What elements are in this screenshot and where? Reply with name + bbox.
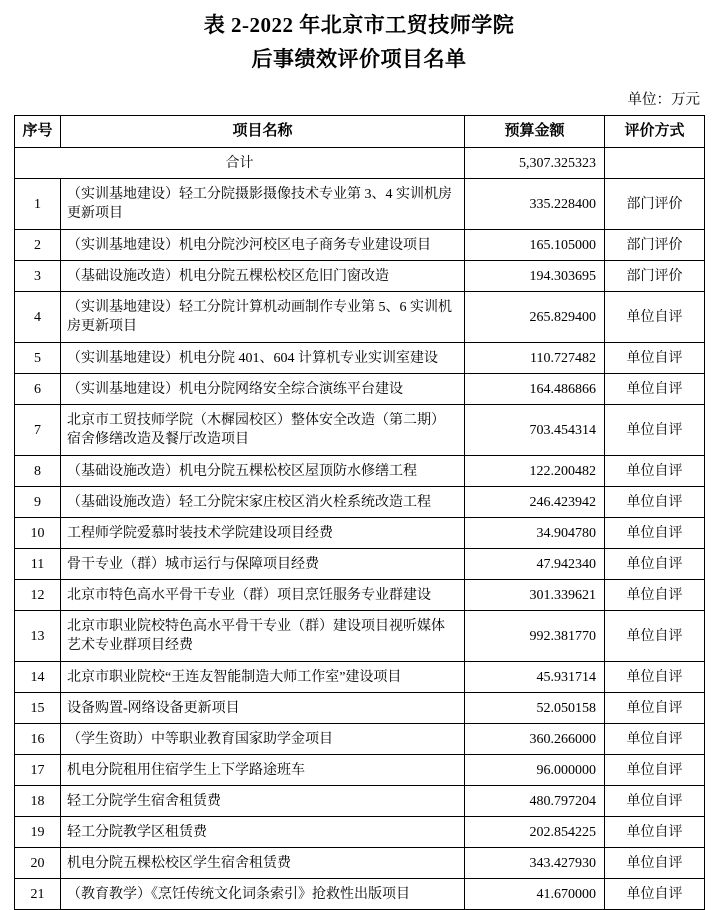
cell-evaluation-method: 单位自评 xyxy=(605,611,705,662)
cell-project-name: 轻工分院学生宿舍租赁费 xyxy=(61,786,465,817)
table-row xyxy=(15,487,705,518)
table-row xyxy=(15,755,705,786)
cell-evaluation-method: 单位自评 xyxy=(605,662,705,693)
cell-seq: 4 xyxy=(15,292,61,343)
title-line-1: 表 2-2022 年北京市工贸技师学院 xyxy=(203,13,515,37)
cell-budget-amount: 52.050158 xyxy=(465,693,605,724)
cell-seq: 15 xyxy=(15,693,61,724)
cell-evaluation-method: 单位自评 xyxy=(605,292,705,343)
cell-evaluation-method: 单位自评 xyxy=(605,848,705,879)
cell-evaluation-method: 单位自评 xyxy=(605,879,705,910)
table-row xyxy=(15,693,705,724)
cell-seq: 11 xyxy=(15,549,61,580)
cell-project-name: 工程师学院爱慕时装技术学院建设项目经费 xyxy=(61,518,465,549)
cell-seq: 7 xyxy=(15,405,61,456)
table-row xyxy=(15,580,705,611)
cell-budget-amount: 703.454314 xyxy=(465,405,605,456)
cell-seq: 2 xyxy=(15,230,61,261)
unit-note: 单位：万元 xyxy=(627,92,700,108)
cell-project-name: 设备购置-网络设备更新项目 xyxy=(61,693,465,724)
cell-seq: 6 xyxy=(15,374,61,405)
document-title xyxy=(14,0,704,76)
cell-project-name: 骨干专业（群）城市运行与保障项目经费 xyxy=(61,549,465,580)
table-header-row xyxy=(15,116,705,148)
cell-budget-amount: 480.797204 xyxy=(465,786,605,817)
cell-evaluation-method: 部门评价 xyxy=(605,230,705,261)
table-row xyxy=(15,405,705,456)
cell-evaluation-method: 单位自评 xyxy=(605,755,705,786)
table-row xyxy=(15,230,705,261)
cell-evaluation-method: 单位自评 xyxy=(605,487,705,518)
table-row xyxy=(15,179,705,230)
cell-budget-amount: 194.303695 xyxy=(465,261,605,292)
total-label: 合计 xyxy=(15,148,465,179)
cell-seq: 21 xyxy=(15,879,61,910)
table-row xyxy=(15,879,705,910)
total-amount: 5,307.325323 xyxy=(465,148,605,179)
cell-seq: 5 xyxy=(15,343,61,374)
cell-budget-amount: 122.200482 xyxy=(465,456,605,487)
cell-budget-amount: 992.381770 xyxy=(465,611,605,662)
cell-seq: 19 xyxy=(15,817,61,848)
cell-seq: 1 xyxy=(15,179,61,230)
cell-seq: 20 xyxy=(15,848,61,879)
cell-evaluation-method: 单位自评 xyxy=(605,549,705,580)
column-header-seq: 序号 xyxy=(15,116,61,148)
cell-budget-amount: 360.266000 xyxy=(465,724,605,755)
table-row xyxy=(15,786,705,817)
title-line-2: 后事绩效评价项目名单 xyxy=(251,47,467,71)
cell-project-name: 北京市工贸技师学院（木樨园校区）整体安全改造（第二期）宿舍修缮改造及餐厅改造项目 xyxy=(61,405,465,456)
cell-seq: 10 xyxy=(15,518,61,549)
cell-evaluation-method: 单位自评 xyxy=(605,693,705,724)
cell-project-name: （教育教学）《烹饪传统文化词条索引》抢救性出版项目 xyxy=(61,879,465,910)
cell-project-name: （基础设施改造）轻工分院宋家庄校区消火栓系统改造工程 xyxy=(61,487,465,518)
cell-budget-amount: 164.486866 xyxy=(465,374,605,405)
table-row xyxy=(15,518,705,549)
cell-seq: 17 xyxy=(15,755,61,786)
table-row xyxy=(15,261,705,292)
cell-evaluation-method: 部门评价 xyxy=(605,261,705,292)
cell-project-name: （实训基地建设）机电分院沙河校区电子商务专业建设项目 xyxy=(61,230,465,261)
cell-seq: 9 xyxy=(15,487,61,518)
table-row xyxy=(15,292,705,343)
table-row xyxy=(15,343,705,374)
cell-evaluation-method: 单位自评 xyxy=(605,580,705,611)
table-row xyxy=(15,817,705,848)
cell-project-name: 机电分院五棵松校区学生宿舍租赁费 xyxy=(61,848,465,879)
cell-budget-amount: 343.427930 xyxy=(465,848,605,879)
cell-evaluation-method: 单位自评 xyxy=(605,786,705,817)
cell-evaluation-method: 单位自评 xyxy=(605,724,705,755)
cell-evaluation-method: 单位自评 xyxy=(605,518,705,549)
cell-budget-amount: 301.339621 xyxy=(465,580,605,611)
cell-evaluation-method: 单位自评 xyxy=(605,405,705,456)
cell-budget-amount: 202.854225 xyxy=(465,817,605,848)
table-row xyxy=(15,549,705,580)
table-body xyxy=(15,148,705,910)
cell-seq: 18 xyxy=(15,786,61,817)
cell-seq: 14 xyxy=(15,662,61,693)
cell-seq: 12 xyxy=(15,580,61,611)
cell-project-name: 轻工分院教学区租赁费 xyxy=(61,817,465,848)
cell-budget-amount: 165.105000 xyxy=(465,230,605,261)
column-header-amount: 预算金额 xyxy=(465,116,605,148)
cell-seq: 3 xyxy=(15,261,61,292)
cell-project-name: （基础设施改造）机电分院五棵松校区危旧门窗改造 xyxy=(61,261,465,292)
cell-seq: 13 xyxy=(15,611,61,662)
cell-budget-amount: 110.727482 xyxy=(465,343,605,374)
cell-budget-amount: 34.904780 xyxy=(465,518,605,549)
cell-budget-amount: 246.423942 xyxy=(465,487,605,518)
table-row xyxy=(15,662,705,693)
cell-budget-amount: 47.942340 xyxy=(465,549,605,580)
cell-budget-amount: 335.228400 xyxy=(465,179,605,230)
cell-project-name: （基础设施改造）机电分院五棵松校区屋顶防水修缮工程 xyxy=(61,456,465,487)
cell-budget-amount: 265.829400 xyxy=(465,292,605,343)
cell-project-name: （实训基地建设）轻工分院计算机动画制作专业第 5、6 实训机房更新项目 xyxy=(61,292,465,343)
cell-seq: 8 xyxy=(15,456,61,487)
table-row xyxy=(15,848,705,879)
cell-seq: 16 xyxy=(15,724,61,755)
column-header-method: 评价方式 xyxy=(605,116,705,148)
table-row-total xyxy=(15,148,705,179)
cell-evaluation-method: 单位自评 xyxy=(605,456,705,487)
cell-evaluation-method: 单位自评 xyxy=(605,817,705,848)
cell-project-name: 北京市职业院校“王连友智能制造大师工作室”建设项目 xyxy=(61,662,465,693)
total-method xyxy=(605,148,705,179)
cell-evaluation-method: 单位自评 xyxy=(605,343,705,374)
cell-project-name: （学生资助）中等职业教育国家助学金项目 xyxy=(61,724,465,755)
cell-project-name: 北京市特色高水平骨干专业（群）项目烹饪服务专业群建设 xyxy=(61,580,465,611)
cell-project-name: 北京市职业院校特色高水平骨干专业（群）建设项目视听媒体艺术专业群项目经费 xyxy=(61,611,465,662)
project-table xyxy=(14,115,705,910)
cell-project-name: （实训基地建设）轻工分院摄影摄像技术专业第 3、4 实训机房更新项目 xyxy=(61,179,465,230)
cell-project-name: 机电分院租用住宿学生上下学路途班车 xyxy=(61,755,465,786)
cell-evaluation-method: 单位自评 xyxy=(605,374,705,405)
table-row xyxy=(15,611,705,662)
cell-project-name: （实训基地建设）机电分院 401、604 计算机专业实训室建设 xyxy=(61,343,465,374)
cell-budget-amount: 41.670000 xyxy=(465,879,605,910)
column-header-name: 项目名称 xyxy=(61,116,465,148)
cell-evaluation-method: 部门评价 xyxy=(605,179,705,230)
table-row xyxy=(15,456,705,487)
table-row xyxy=(15,374,705,405)
cell-project-name: （实训基地建设）机电分院网络安全综合演练平台建设 xyxy=(61,374,465,405)
cell-budget-amount: 45.931714 xyxy=(465,662,605,693)
table-row xyxy=(15,724,705,755)
cell-budget-amount: 96.000000 xyxy=(465,755,605,786)
